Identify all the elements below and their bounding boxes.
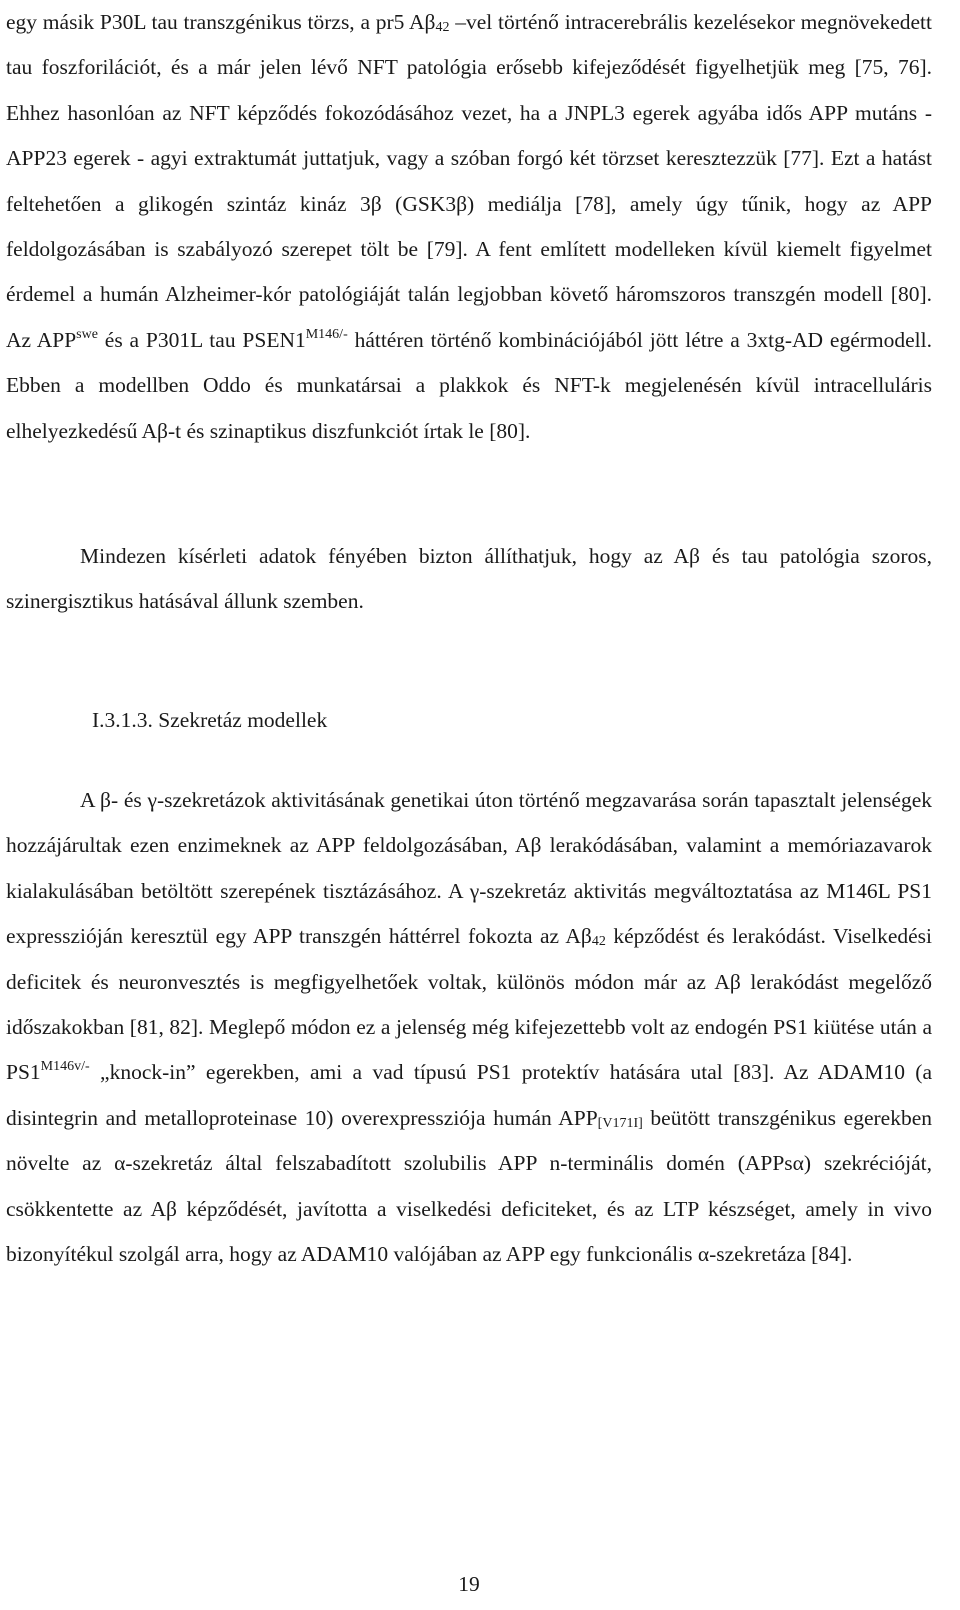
subscript: 42 [435,20,450,35]
text-run: Mindezen kísérleti adatok fényében bizton állíthatjuk, hogy az Aβ és tau patológia szoros, szinergisztikus hatásával állunk szemben. [6,544,932,614]
superscript: M146/- [305,326,348,342]
text-run: A β- és γ-szekretázok aktivitásának genetikai úton történő megzavarása során tapasztalt jelenségek hozzájárultak ezen enzimeknek az APP feldolgozásában, Aβ lerakódásában, valamint a memóriazavarok kialakulásában betöltött szerepének tisztázásához. A γ-szekretáz aktivitás megváltoztatása az M146L PS1 expresszióján keresztül egy APP transzgén háttérrel fokozta az Aβ [6,788,932,949]
text-run: háttéren történő kombinációjából jött létre a 3xtg-AD egérmodell. Ebben a modellben Oddo és munkatársai a plakkok és NFT-k megjelenésén kívül intracelluláris elhelyezkedésű Aβ-t és szinaptikus diszfunkciót írtak le [80]. [6,327,932,443]
superscript: M146v/- [40,1059,90,1075]
page-number: 19 [458,1572,480,1596]
text-run: képződést és lerakódást. Viselkedési deficitek és neuronvesztés is megfigyelhetőek voltak, különös módon már az Aβ lerakódást megelőző időszakokban [81, 82]. Meglepő módon ez a jelenség még kifejezettebb volt az endogén PS1 kiütése után a PS1 [6,924,932,1085]
paragraph-tau-models [6,0,932,454]
paragraph-conclusion [6,534,932,625]
subscript: [V171I] [597,1115,643,1131]
subscript: 42 [591,934,606,950]
text-run: –vel történő intracerebrális kezelésekor megnövekedett tau foszforilációt, és a már jelen lévő NFT patológia erősebb kifejeződését figyelhetjük meg [75, 76]. Ehhez hasonlóan az NFT képződés fokozódásához vezet, ha a JNPL3 egerek agyába idős APP mutáns - APP23 egerek - agyi extraktumát juttatjuk, vagy a szóban forgó két törzset keresztezzük [77]. Ezt a hatást feltehetően a glikogén szintáz kináz 3β (GSK3β) mediálja [78], amely úgy tűnik, hogy az APP feldolgozásában is szabályozó szerepet tölt be [79]. A fent említett modelleken kívül kiemelt figyelmet érdemel a humán Alzheimer-kór patológiáját talán legjobban követő háromszoros transzgén modell [80]. Az APP [6,10,932,352]
paragraph-secretase-models [6,778,932,1277]
text-run: egy másik P30L tau transzgénikus törzs, a pr5 Aβ [6,10,436,34]
text-run: beütött transzgénikus egerekben növelte az α-szekretáz által felszabadított szolubilis APP n-terminális domén (APPsα) szekrécióját, csökkentette az Aβ képződését, javította a viselkedési deficiteket, és az LTP készséget, amely in vivo bizonyítékul szolgál arra, hogy az ADAM10 valójában az APP egy funkcionális α-szekretáza [84]. [6,1105,933,1267]
section-heading: I.3.1.3. Szekretáz modellek [92,708,328,732]
text-run: és a P301L tau PSEN1 [97,327,306,352]
text-run: „knock-in” egerekben, ami a vad típusú PS1 protektív hatására utal [83]. Az ADAM10 (a disintegrin and metalloproteinase 10) overexpressziója humán APP [6,1060,932,1130]
superscript: swe [76,326,98,342]
